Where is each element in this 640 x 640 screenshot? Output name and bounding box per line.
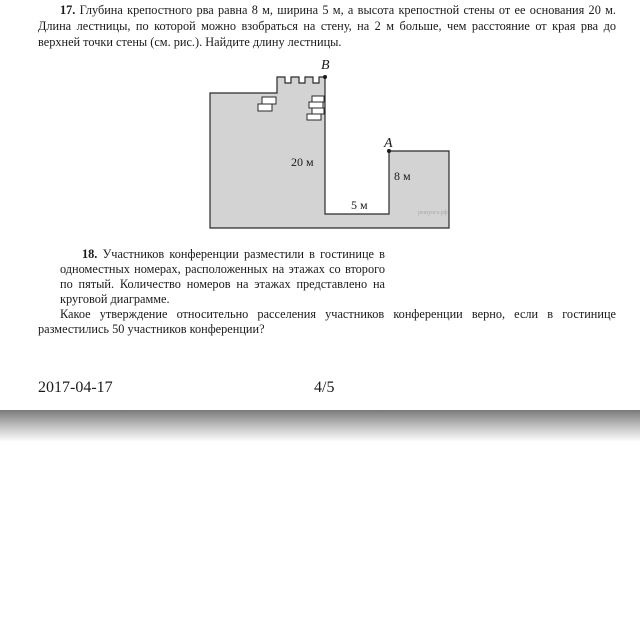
problem-18-text: Участников конференции разместили в гостинице в одноместных номерах, расположенных на этажах со второго по пятый. Количество номеров на этажах представлено на круговой диаграмме.: [60, 247, 385, 306]
problem-17-number: 17.: [60, 3, 76, 17]
label-a: A: [384, 136, 393, 151]
problem-18: [60, 247, 385, 307]
watermark: решуогэ.рф: [418, 210, 448, 216]
label-moat-depth: 8 м: [394, 169, 411, 183]
fortress-figure: [196, 52, 456, 234]
page-edge-shadow: [0, 410, 640, 442]
label-moat-width: 5 м: [351, 198, 368, 212]
blank-area: [0, 442, 640, 640]
problem-17-text: Глубина крепостного рва равна 8 м, ширина 5 м, а высота крепостной стены от ее основания 20 м. Длина лестницы, по которой можно взобраться на стену, на 2 м больше, чем расстояние от края рва до верхней точки стены (см. рис.). Найдите длину лестницы.: [38, 3, 616, 49]
point-b: [323, 75, 327, 79]
problem-18-question: Какое утверждение относительно расселения участников конференции верно, если в гостинице разместились 50 участников конференции?: [38, 307, 616, 336]
problem-17: [38, 2, 616, 50]
label-wall-height: 20 м: [291, 155, 314, 169]
fortress-shape: [210, 77, 449, 228]
label-b: B: [321, 58, 330, 73]
footer-page-number: 4/5: [314, 379, 335, 396]
problem-18-number: 18.: [82, 247, 98, 261]
footer-date: 2017-04-17: [38, 379, 113, 396]
